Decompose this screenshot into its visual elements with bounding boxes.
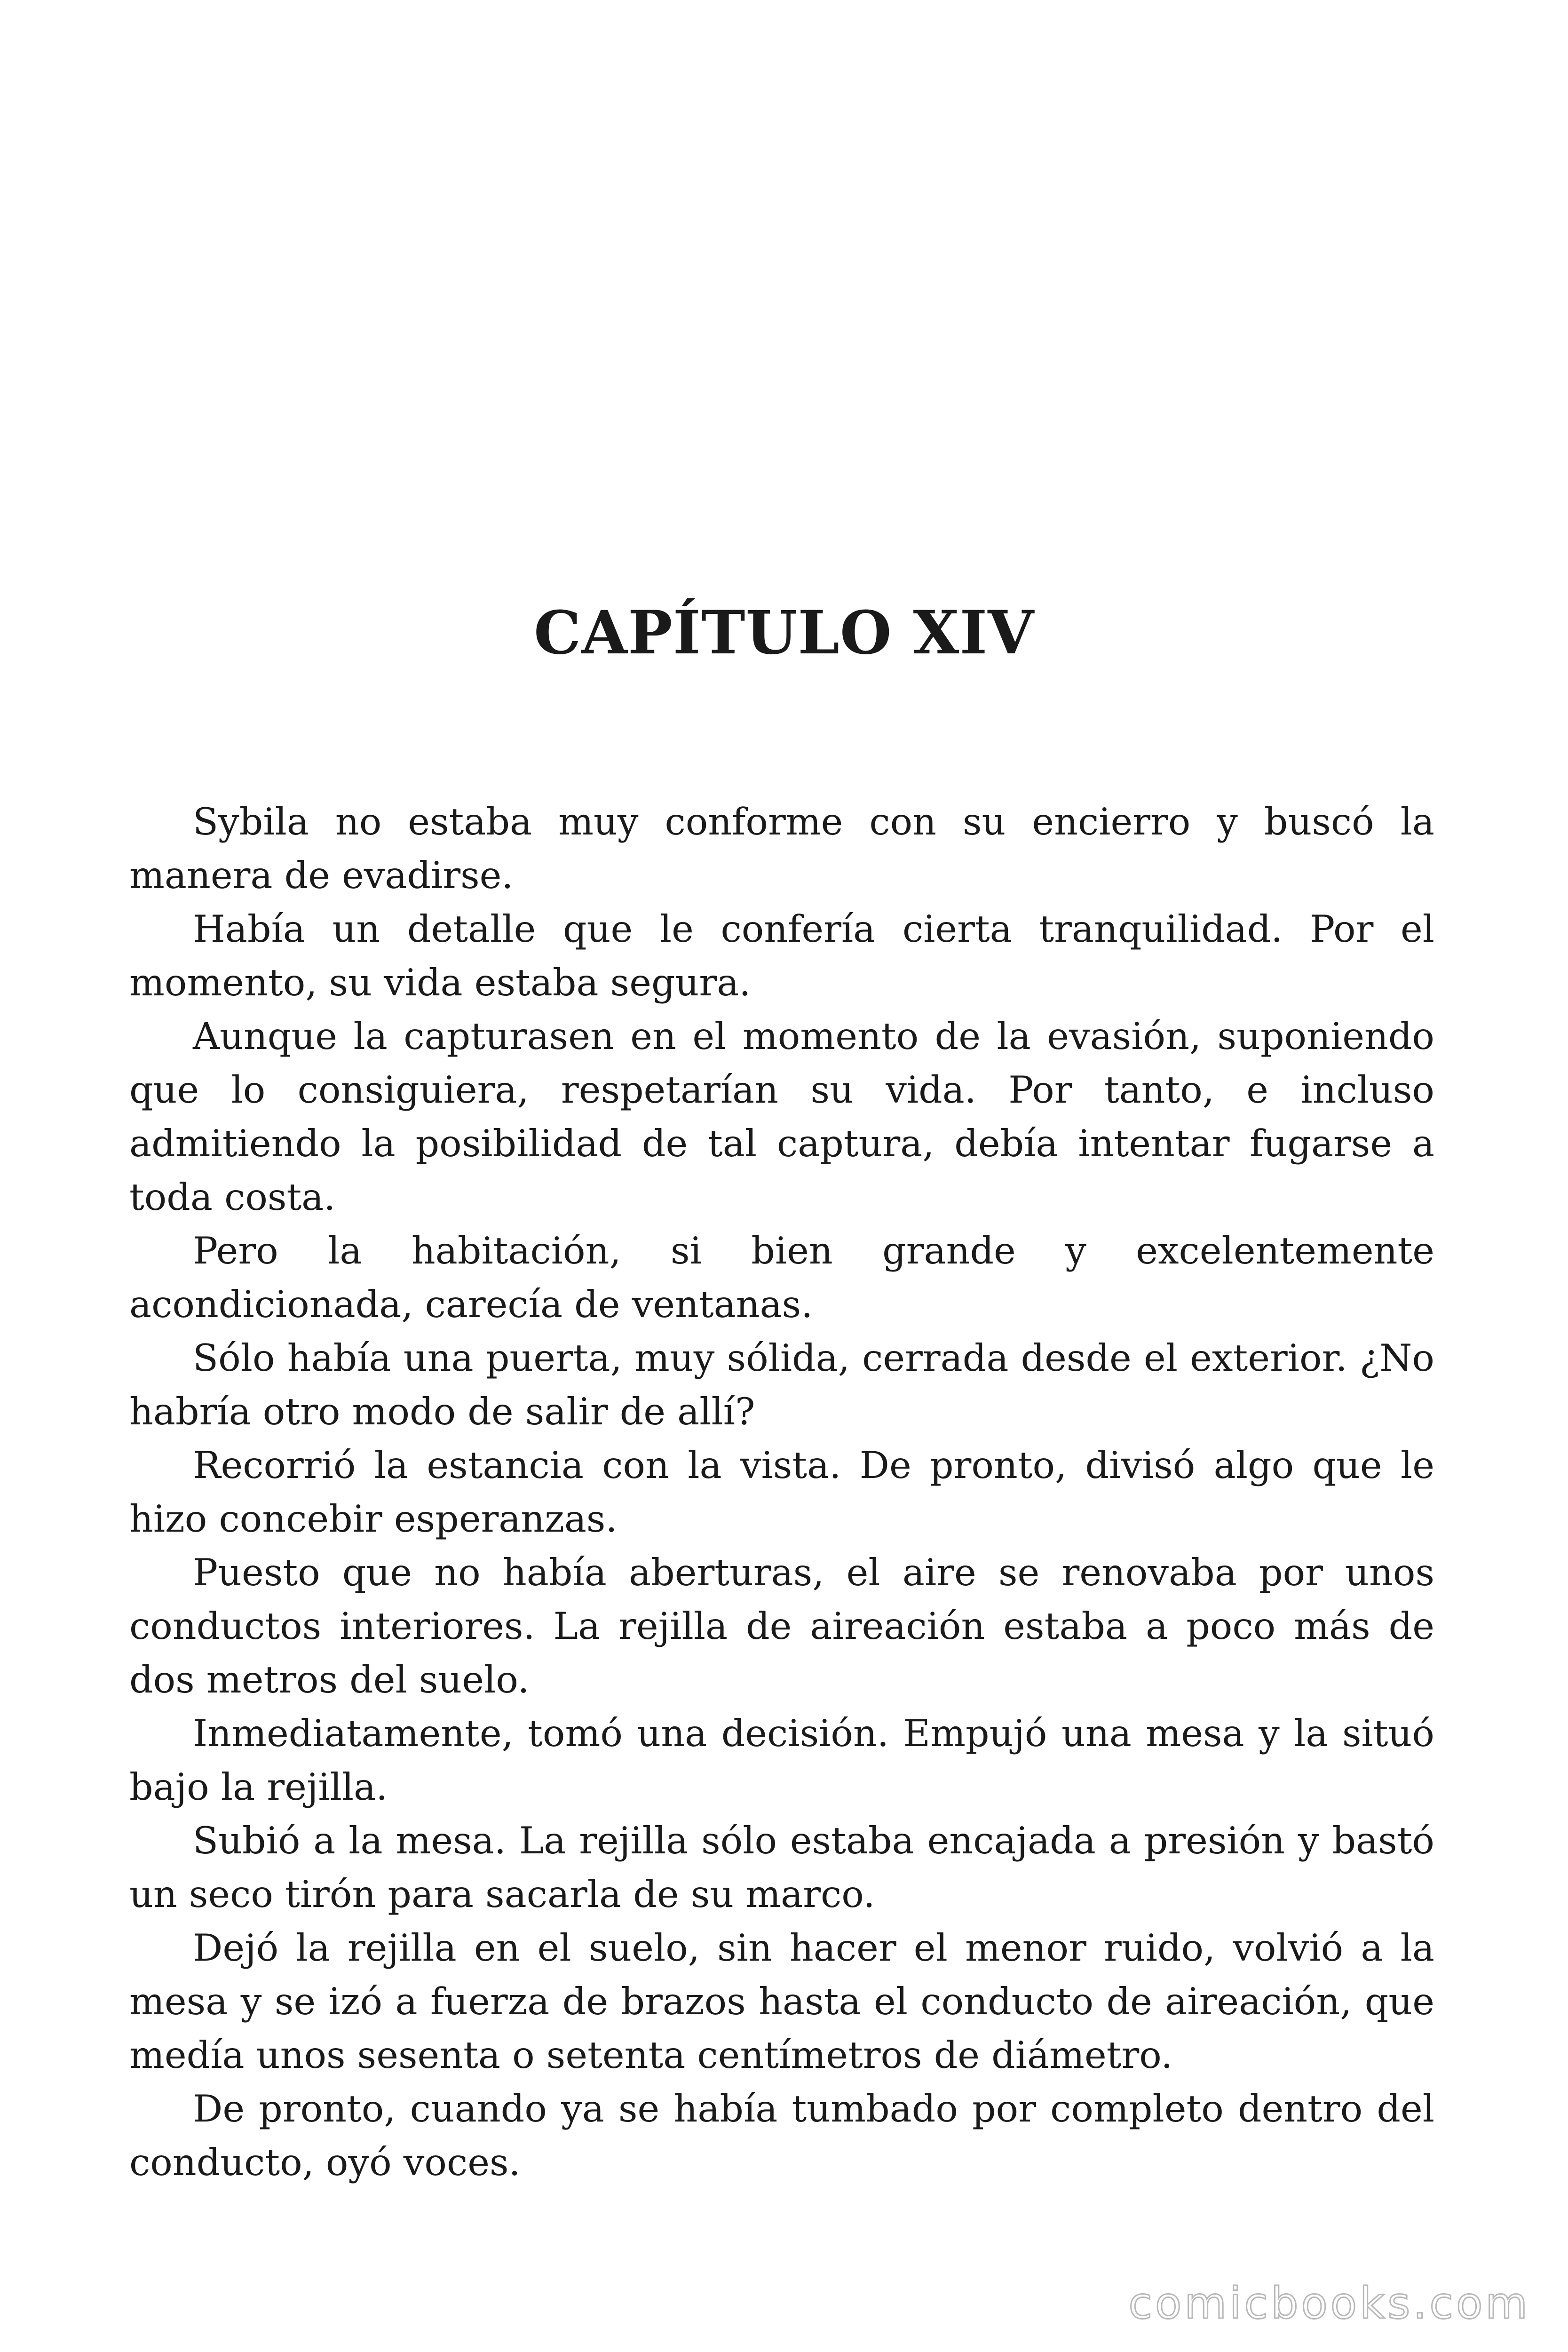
paragraph: Aunque la capturasen en el momento de la evasión, suponiendo que lo consiguiera, respetarían su vida. Por tanto, e incluso admitiendo la posibilidad de tal captura, debía intentar fugarse a toda costa. — [129, 1015, 1434, 1219]
paragraph: Recorrió la estancia con la vista. De pronto, divisó algo que le hizo concebir esperanzas. — [129, 1444, 1434, 1541]
paragraph: Dejó la rejilla en el suelo, sin hacer el menor ruido, volvió a la mesa y se izó a fuerza de brazos hasta el conducto de aireación, que medía unos sesenta o setenta centímetros de diámetro. — [129, 1926, 1434, 2077]
chapter-body — [129, 795, 1434, 2189]
chapter-title: CAPÍTULO XIV — [533, 598, 1035, 667]
paragraph: De pronto, cuando ya se había tumbado por completo dentro del conducto, oyó voces. — [129, 2087, 1434, 2184]
paragraph: Pero la habitación, si bien grande y excelentemente acondicionada, carecía de ventanas. — [129, 1229, 1434, 1326]
paragraph: Puesto que no había aberturas, el aire se renovaba por unos conductos interiores. La rejilla de aireación estaba a poco más de dos metros del suelo. — [129, 1551, 1434, 1701]
paragraph: Inmediatamente, tomó una decisión. Empujó una mesa y la situó bajo la rejilla. — [129, 1712, 1434, 1809]
paragraph: Subió a la mesa. La rejilla sólo estaba encajada a presión y bastó un seco tirón para sacarla de su marco. — [129, 1819, 1434, 1916]
watermark: comicbooks.com — [1128, 2278, 1530, 2328]
paragraph: Había un detalle que le confería cierta tranquilidad. Por el momento, su vida estaba segura. — [129, 907, 1434, 1004]
paragraph: Sybila no estaba muy conforme con su encierro y buscó la manera de evadirse. — [129, 800, 1434, 897]
paragraph: Sólo había una puerta, muy sólida, cerrada desde el exterior. ¿No habría otro modo de salir de allí? — [129, 1336, 1434, 1433]
